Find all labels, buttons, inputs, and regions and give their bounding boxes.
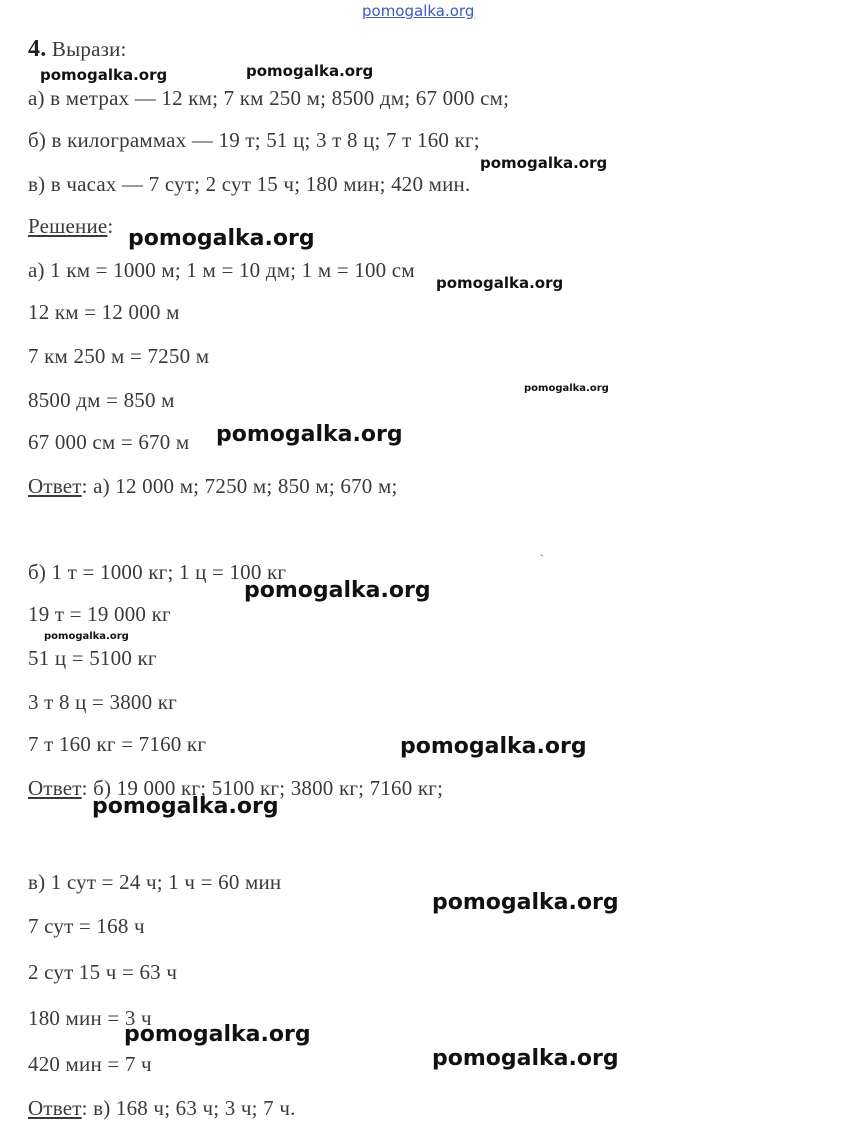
watermark: pomogalka.org (246, 62, 374, 80)
watermark: pomogalka.org (432, 890, 619, 915)
solution-a-line: 67 000 см = 670 м (28, 430, 190, 454)
answer-label: Ответ (28, 1096, 82, 1120)
watermark: pomogalka.org (480, 154, 608, 172)
solution-b-rules: б) 1 т = 1000 кг; 1 ц = 100 кг (28, 560, 287, 584)
scan-speck: ˋ (540, 552, 544, 566)
answer-label: Ответ (28, 474, 82, 498)
solution-b-line: 19 т = 19 000 кг (28, 602, 171, 626)
solution-a-line: 12 км = 12 000 м (28, 300, 180, 324)
watermark: pomogalka.org (40, 66, 168, 84)
answer-text: : в) 168 ч; 63 ч; 3 ч; 7 ч. (81, 1096, 296, 1120)
solution-c-line: 7 сут = 168 ч (28, 914, 145, 938)
watermark: pomogalka.org (128, 226, 315, 251)
task-instruction: Вырази: (51, 37, 127, 61)
watermark: pomogalka.org (124, 1022, 311, 1047)
site-link-top[interactable]: pomogalka.org (362, 2, 475, 20)
watermark: pomogalka.org (436, 274, 564, 292)
answer-label: Ответ (28, 776, 82, 800)
task-number: 4. (28, 36, 47, 62)
answer-text: : б) 19 000 кг; 5100 кг; 3800 кг; 7160 кг; (81, 776, 444, 800)
solution-heading (28, 214, 113, 239)
watermark: pomogalka.org (244, 578, 431, 603)
watermark: pomogalka.org (432, 1046, 619, 1071)
watermark: pomogalka.org (92, 794, 279, 819)
solution-a-line: 8500 дм = 850 м (28, 388, 175, 412)
watermark: pomogalka.org (216, 422, 403, 447)
task-header (28, 36, 127, 63)
watermark: pomogalka.org (400, 734, 587, 759)
task-part-a: а) в метрах — 12 км; 7 км 250 м; 8500 дм; 67 000 см; (28, 86, 510, 110)
task-part-b: б) в килограммах — 19 т; 51 ц; 3 т 8 ц; 7 т 160 кг; (28, 128, 480, 152)
watermark: pomogalka.org (44, 631, 129, 642)
answer-text: : а) 12 000 м; 7250 м; 850 м; 670 м; (81, 474, 398, 498)
solution-heading-colon: : (107, 214, 114, 238)
solution-b-line: 7 т 160 кг = 7160 кг (28, 732, 207, 756)
solution-b-line: 3 т 8 ц = 3800 кг (28, 690, 177, 714)
solution-c-line: 2 сут 15 ч = 63 ч (28, 960, 178, 984)
solution-c-line: 420 мин = 7 ч (28, 1052, 152, 1076)
solution-c-line: 180 мин = 3 ч (28, 1006, 152, 1030)
solution-c-rules: в) 1 сут = 24 ч; 1 ч = 60 мин (28, 870, 282, 894)
solution-a-line: 7 км 250 м = 7250 м (28, 344, 210, 368)
solution-heading-text: Решение (28, 214, 108, 238)
solution-a-rules: а) 1 км = 1000 м; 1 м = 10 дм; 1 м = 100 см (28, 258, 415, 282)
solution-b-line: 51 ц = 5100 кг (28, 646, 157, 670)
solution-a-answer (28, 474, 397, 499)
solution-c-answer (28, 1096, 296, 1121)
task-part-c: в) в часах — 7 сут; 2 сут 15 ч; 180 мин; 420 мин. (28, 172, 471, 196)
watermark: pomogalka.org (524, 383, 609, 394)
